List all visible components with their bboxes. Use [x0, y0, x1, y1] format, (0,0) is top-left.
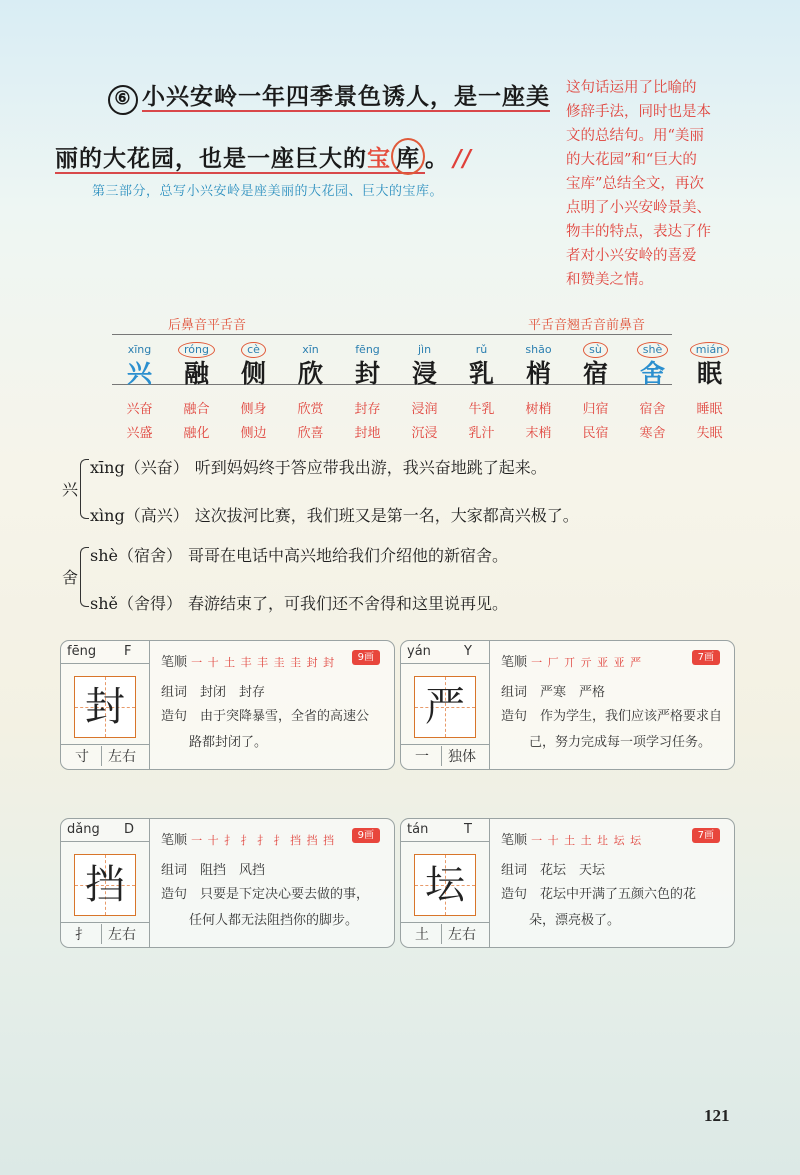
char-pinyin: róng	[178, 342, 215, 358]
char-pinyin: sù	[583, 342, 608, 358]
words-label: 组词	[501, 685, 528, 700]
polyphone-char: 舍	[62, 568, 79, 587]
char-word-1: 宿舍	[639, 402, 666, 417]
char-word-1: 兴奋	[126, 402, 153, 417]
char-hanzi: 舍	[639, 359, 665, 388]
sentence-label: 造句	[161, 709, 188, 724]
card-char: 坛	[425, 862, 465, 908]
card-radical: 寸	[75, 749, 89, 765]
polyphone-brace	[80, 459, 89, 519]
polyphone-sentence: 哥哥在电话中高兴地给我们介绍他的新宿舍。	[188, 546, 509, 565]
phonetic-label-left: 后鼻音平舌音	[168, 318, 247, 333]
char-word-2: 寒舍	[639, 426, 666, 441]
card-sentence-row	[161, 704, 369, 756]
section-note: 第三部分，总写小兴安岭是座美丽的大花园、巨大的宝库。	[92, 184, 444, 199]
char-hanzi: 浸	[411, 359, 437, 388]
polyphone-reading: xìng（高兴）	[90, 506, 189, 525]
polyphone-reading: xīng（兴奋）	[90, 458, 189, 477]
card-sentence-1: 由于突降暴雪，全省的高速公	[200, 709, 370, 724]
polyphone-line	[90, 591, 508, 614]
sentence-label: 造句	[501, 709, 528, 724]
card-radical: 土	[415, 927, 429, 943]
char-hanzi: 眠	[696, 359, 722, 388]
stroke-label: 笔顺	[501, 833, 528, 848]
paragraph-number: ⑥	[108, 85, 138, 115]
polyphone-line	[90, 503, 579, 526]
card-pinyin: tán	[407, 822, 429, 837]
card-structure: 左右	[101, 924, 136, 944]
stroke-order: 一 十 土 丰 丰 圭 圭 封 封	[191, 656, 336, 669]
char-pinyin: xīng	[127, 343, 152, 356]
stroke-order: 一 十 扌 扌 扌 扌 挡 挡 挡	[191, 834, 336, 847]
stroke-count-badge: 7画	[692, 650, 720, 665]
polyphone-sentence: 这次拔河比赛，我们班又是第一名，大家都高兴极了。	[194, 506, 579, 525]
stroke-count-badge: 9画	[352, 650, 380, 665]
card-letter: F	[124, 644, 132, 659]
char-card	[400, 640, 735, 770]
words-label: 组词	[161, 685, 188, 700]
char-word-1: 归宿	[582, 402, 609, 417]
annotation-line: 文的总结句。用“美丽	[566, 128, 704, 144]
tian-grid	[414, 854, 476, 916]
char-pinyin: jìn	[417, 343, 432, 356]
page-number: 121	[704, 1106, 730, 1125]
stroke-label: 笔顺	[501, 655, 528, 670]
polyphone-line	[90, 455, 547, 478]
char-hanzi: 梢	[525, 359, 551, 388]
sentence-label: 造句	[161, 887, 188, 902]
card-radical: 一	[415, 749, 429, 765]
card-structure: 左右	[441, 924, 476, 944]
char-word-1: 树梢	[525, 402, 552, 417]
char-word-2: 侧边	[240, 426, 267, 441]
polyphone-line	[90, 543, 508, 566]
char-card	[400, 818, 735, 948]
card-sentence-2: 路都封闭了。	[189, 735, 268, 750]
card-sentence-row	[501, 882, 696, 934]
char-pinyin: shè	[637, 342, 668, 358]
annotation-line: 和赞美之情。	[566, 272, 653, 288]
stroke-count-badge: 7画	[692, 828, 720, 843]
polyphone-section	[62, 455, 762, 615]
card-strokes-row	[501, 651, 642, 670]
card-words-row	[161, 859, 265, 878]
card-strokes-row	[161, 829, 335, 848]
card-strokes-row	[161, 651, 335, 670]
char-pinyin: mián	[690, 342, 729, 358]
section-mark: //	[453, 145, 472, 172]
char-word-1: 融合	[183, 402, 210, 417]
card-structure: 左右	[101, 746, 136, 766]
card-radical: 扌	[75, 927, 89, 943]
card-words: 严寒 严格	[540, 685, 606, 700]
card-sentence-row	[501, 704, 722, 756]
sentence-label: 造句	[501, 887, 528, 902]
words-label: 组词	[161, 863, 188, 878]
char-hanzi: 兴	[126, 359, 152, 388]
char-word-1: 睡眠	[696, 402, 723, 417]
char-word-2: 民宿	[582, 426, 609, 441]
paragraph-line-2: 丽的大花园，也是一座巨大的宝 库 。 //	[55, 138, 472, 175]
card-words: 封闭 封存	[200, 685, 266, 700]
char-table-top-rule	[112, 334, 672, 335]
card-words-row	[501, 681, 605, 700]
stroke-order: 一 十 土 土 圵 坛 坛	[531, 834, 643, 847]
card-letter: T	[464, 822, 472, 837]
char-hanzi: 侧	[240, 359, 266, 388]
annotation-line: 者对小兴安岭的喜爱	[566, 248, 697, 264]
phonetic-label-right: 平舌音翘舌音前鼻音	[528, 318, 646, 333]
stroke-label: 笔顺	[161, 655, 188, 670]
polyphone-reading: shè（宿舍）	[90, 546, 182, 565]
char-pinyin: fēng	[355, 343, 380, 356]
card-sentence-2: 任何人都无法阻挡你的脚步。	[189, 913, 359, 928]
polyphone-brace	[80, 547, 89, 607]
card-sentence-2: 己，努力完成每一项学习任务。	[529, 735, 712, 750]
char-hanzi: 乳	[468, 359, 494, 388]
card-char: 严	[425, 684, 465, 730]
char-pinyin: xīn	[302, 343, 319, 356]
char-hanzi: 宿	[582, 359, 608, 388]
paragraph-line-1: ⑥ 小兴安岭一年四季景色诱人，是一座美	[108, 78, 550, 115]
card-words-row	[501, 859, 605, 878]
card-sentence-1: 作为学生，我们应该严格要求自	[540, 709, 723, 724]
char-word-1: 牛乳	[468, 402, 495, 417]
card-structure: 独体	[441, 746, 476, 766]
char-pinyin: shāo	[525, 343, 552, 356]
card-letter: D	[124, 822, 135, 837]
words-label: 组词	[501, 863, 528, 878]
card-letter: Y	[464, 644, 472, 659]
char-word-1: 封存	[354, 402, 381, 417]
annotation-line: 这句话运用了比喻的	[566, 80, 697, 96]
card-strokes-row	[501, 829, 642, 848]
char-word-2: 兴盛	[126, 426, 153, 441]
card-pinyin: dǎng	[67, 822, 100, 837]
annotation-line: 物丰的特点，表达了作	[566, 224, 711, 240]
char-word-2: 沉浸	[411, 426, 438, 441]
card-sentence-row	[161, 882, 369, 934]
annotation-line: 的大花园”和“巨大的	[566, 152, 697, 168]
char-word-1: 浸润	[411, 402, 438, 417]
char-card	[60, 818, 395, 948]
card-words-row	[161, 681, 265, 700]
card-words: 花坛 天坛	[540, 863, 606, 878]
stroke-label: 笔顺	[161, 833, 188, 848]
card-char: 挡	[85, 862, 125, 908]
char-pinyin: cè	[241, 342, 266, 358]
side-annotation	[566, 76, 746, 292]
char-hanzi: 融	[183, 359, 209, 388]
card-sentence-2: 朵，漂亮极了。	[529, 913, 621, 928]
card-pinyin: yán	[407, 644, 431, 659]
char-pinyin: rǔ	[475, 343, 488, 356]
char-card	[60, 640, 395, 770]
tian-grid	[414, 676, 476, 738]
char-word-2: 乳汁	[468, 426, 495, 441]
stroke-order: 一 厂 丌 亓 亚 亚 严	[531, 656, 643, 669]
polyphone-reading: shě（舍得）	[90, 594, 182, 613]
card-sentence-1: 只要是下定决心要去做的事，	[200, 887, 370, 902]
tian-grid	[74, 676, 136, 738]
polyphone-sentence: 听到妈妈终于答应带我出游，我兴奋地跳了起来。	[194, 458, 547, 477]
polyphone-char: 兴	[62, 480, 79, 499]
card-pinyin: fēng	[67, 644, 97, 659]
char-hanzi: 封	[354, 359, 380, 388]
char-word-1: 欣赏	[297, 402, 324, 417]
card-words: 阻挡 风挡	[200, 863, 266, 878]
annotation-line: 修辞手法，同时也是本	[566, 104, 711, 120]
card-char: 封	[85, 684, 125, 730]
char-word-2: 欣喜	[297, 426, 324, 441]
card-sentence-1: 花坛中开满了五颜六色的花	[540, 887, 697, 902]
annotation-line: 宝库”总结全文，再次	[566, 176, 704, 192]
stroke-count-badge: 9画	[352, 828, 380, 843]
polyphone-sentence: 春游结束了，可我们还不舍得和这里说再见。	[188, 594, 509, 613]
char-word-2: 封地	[354, 426, 381, 441]
char-hanzi: 欣	[297, 359, 323, 388]
char-word-1: 侧身	[240, 402, 267, 417]
char-word-2: 末梢	[525, 426, 552, 441]
annotation-line: 点明了小兴安岭景美、	[566, 200, 711, 216]
char-word-2: 融化	[183, 426, 210, 441]
char-word-2: 失眠	[696, 426, 723, 441]
tian-grid	[74, 854, 136, 916]
char-table	[111, 338, 738, 446]
